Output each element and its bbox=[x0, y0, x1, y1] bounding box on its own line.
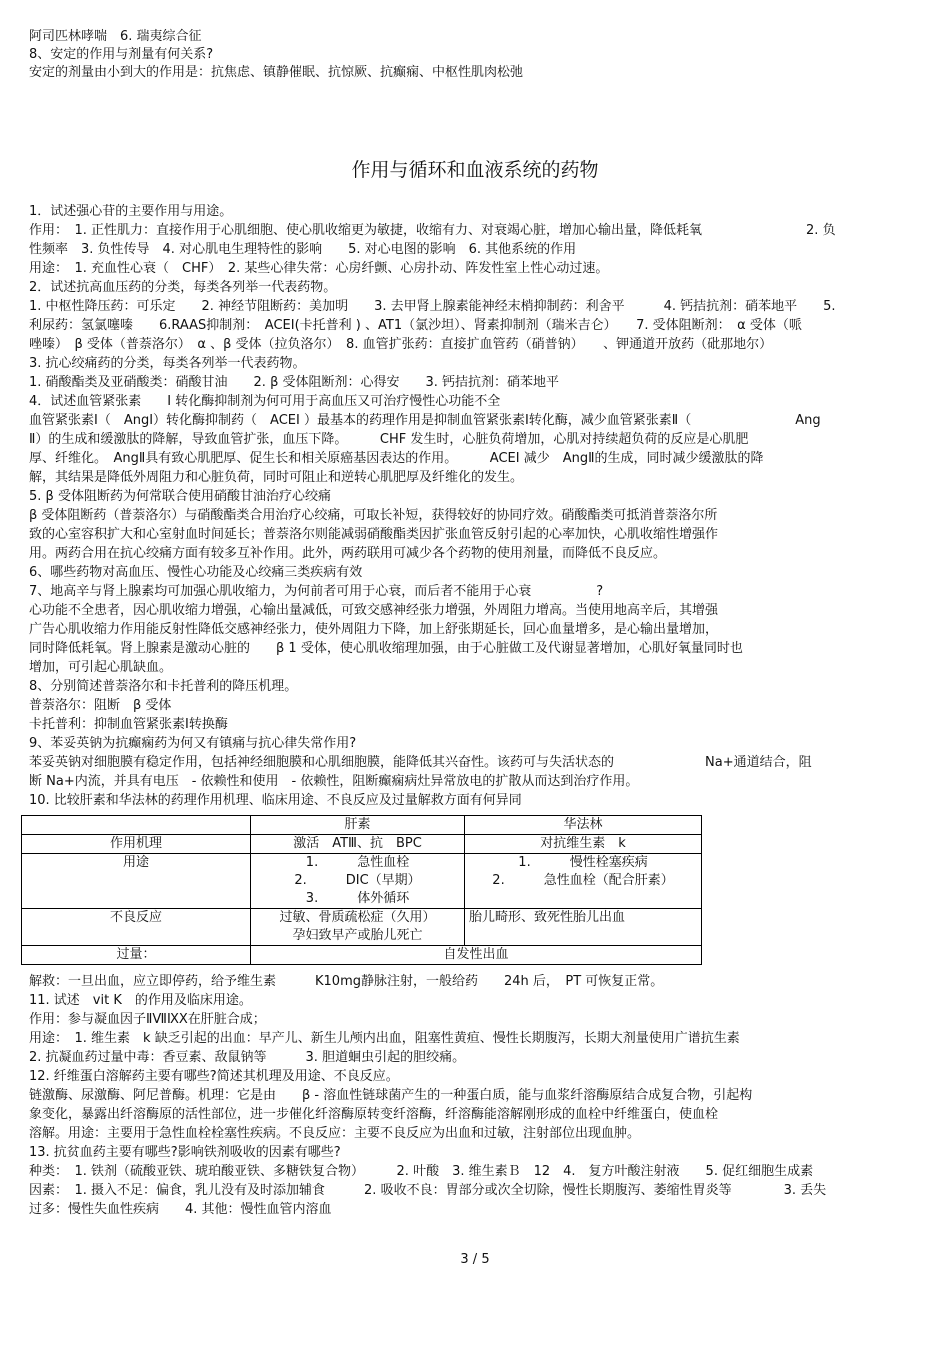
text-line: 象变化，暴露出纤溶酶原的活性部位，进一步催化纤溶酶原转变纤溶酶，纤溶酶能溶解刚形成的血栓中纤维蛋白，使血栓 bbox=[29, 1107, 719, 1122]
table-cell: 不良反应 bbox=[22, 909, 251, 946]
text-line: 13. 抗贫血药主要有哪些?影响铁剂吸收的因素有哪些? bbox=[29, 1145, 341, 1160]
text-line: 阿司匹林哮喘 6. 瑞夷综合征 bbox=[29, 29, 202, 44]
text-line: β 受体阻断药（普萘洛尔）与硝酸酯类合用治疗心绞痛，可取长补短，获得较好的协同疗效。硝酸酯类可抵消普萘洛尔所 bbox=[29, 508, 718, 523]
text-line: Ⅱ）的生成和缓激肽的降解，导致血管扩张，血压下降。 CHF 发生时，心脏负荷增加，心肌对持续超负荷的反应是心肌肥 bbox=[29, 432, 749, 447]
list-item: 2. DIC（早期） bbox=[294, 873, 421, 888]
text-line: 5. β 受体阻断药为何常联合使用硝酸甘油治疗心绞痛 bbox=[29, 489, 331, 504]
text-line: 安定的剂量由小到大的作用是：抗焦虑、镇静催眠、抗惊厥、抗癫痫、中枢性肌肉松弛 bbox=[29, 65, 524, 80]
list-item: 孕妇致早产或胎儿死亡 bbox=[292, 928, 423, 943]
text-line: 心功能不全患者，因心肌收缩力增强，心输出量减低，可致交感神经张力增强，外周阻力增高。当使用地高辛后，其增强 bbox=[29, 603, 719, 618]
table-cell: 肝素 bbox=[251, 816, 465, 835]
text-line: 1. 中枢性降压药：可乐定 2. 神经节阻断药：美加明 3. 去甲肾上腺素能神经末梢抑制药：利舍平 4. 钙拮抗剂：硝苯地平 5. bbox=[29, 299, 836, 314]
text-line: 苯妥英钠对细胞膜有稳定作用，包括神经细胞膜和心肌细胞膜，能降低其兴奋性。该药可与失活状态的 Na+通道结合，阻 bbox=[29, 755, 812, 770]
text-line: 解救：一旦出血，应立即停药，给予维生素 K10mg静脉注射，一般给药 24h 后， PT 可恢复正常。 bbox=[29, 974, 664, 989]
text-line: 8、安定的作用与剂量有何关系? bbox=[29, 47, 214, 62]
list-item: 1. 慢性栓塞疾病 bbox=[518, 855, 648, 870]
text-line: 种类： 1. 铁剂（硫酸亚铁、琥珀酸亚铁、多糖铁复合物） 2. 叶酸 3. 维生素Ｂ 12 4. 复方叶酸注射液 5. 促红细胞生成素 bbox=[29, 1164, 814, 1179]
text-line: 8、分别简述普萘洛尔和卡托普利的降压机理。 bbox=[29, 679, 298, 694]
text-line: 血管紧张素Ⅰ（ AngⅠ）转化酶抑制药（ ACEI ）最基本的药理作用是抑制血管紧张素Ⅰ转化酶，减少血管紧张素Ⅱ（ Ang bbox=[29, 413, 821, 428]
text-line: 4．试述血管紧张素 Ⅰ 转化酶抑制剂为何可用于高血压又可治疗慢性心功能不全 bbox=[29, 394, 501, 409]
text-line: 2. 抗凝血药过量中毒：香豆素、敌鼠钠等 3. 胆道蛔虫引起的胆绞痛。 bbox=[29, 1050, 466, 1065]
table-cell: 作用机理 bbox=[22, 835, 251, 854]
table-row bbox=[22, 816, 702, 835]
text-line: 7、地高辛与肾上腺素均可加强心肌收缩力，为何前者可用于心衰，而后者不能用于心衰 ? bbox=[29, 584, 604, 599]
text-line: 1．试述强心苷的主要作用与用途。 bbox=[29, 204, 233, 219]
table-cell: 胎儿畸形、致死性胎儿出血 bbox=[465, 909, 702, 946]
text-line: 普萘洛尔：阻断 β 受体 bbox=[29, 698, 172, 713]
list-item: 2. 急性血栓（配合肝素） bbox=[492, 873, 674, 888]
page-number: 3 / 5 bbox=[460, 1252, 490, 1267]
table-cell bbox=[251, 909, 465, 946]
text-line: 同时降低耗氧。肾上腺素是激动心脏的 β 1 受体，使心肌收缩理加强，由于心脏做工及代谢显著增加，心肌好氧量同时也 bbox=[29, 641, 743, 656]
text-line: 用。两药合用在抗心绞痛方面有较多互补作用。此外，两药联用可减少各个药物的使用剂量，而降低不良反应。 bbox=[29, 546, 667, 561]
table-row bbox=[22, 835, 702, 854]
text-line: 2．试述抗高血压药的分类，每类各列举一代表药物。 bbox=[29, 280, 337, 295]
text-line: 解，其结果是降低外周阻力和心脏负荷，同时可阻止和逆转心肌肥厚及纤维化的发生。 bbox=[29, 470, 524, 485]
text-line: 利尿药：氢氯噻嗪 6.RAAS抑制剂： ACEI(卡托普利 ) 、AT1（氯沙坦）、肾素抑制剂（瑞米吉仑） 7. 受体阻断剂： α 受体（哌 bbox=[29, 318, 802, 333]
text-line: 唑嗪） β 受体（普萘洛尔） α 、β 受体（拉负洛尔） 8. 血管扩张药：直接扩血管药（硝普钠） 、钾通道开放药（砒那地尔） bbox=[29, 337, 773, 352]
text-line: 1. 硝酸酯类及亚硝酸类：硝酸甘油 2. β 受体阻断剂：心得安 3. 钙拮抗剂：硝苯地平 bbox=[29, 375, 560, 390]
text-line: 致的心室容积扩大和心室射血时间延长；普萘洛尔则能减弱硝酸酯类因扩张血管反射引起的心率加快，心肌收缩性增强作 bbox=[29, 527, 719, 542]
text-line: 断 Na+内流，并具有电压 - 依赖性和使用 - 依赖性，阻断癫痫病灶异常放电的扩散从而达到治疗作用。 bbox=[29, 774, 639, 789]
text-line: 溶解。用途：主要用于急性血栓栓塞性疾病。不良反应：主要不良反应为出血和过敏，注射部位出现血肿。 bbox=[29, 1126, 641, 1141]
table-cell: 用途 bbox=[22, 854, 251, 909]
table-row bbox=[22, 909, 702, 946]
comparison-table bbox=[21, 815, 702, 965]
text-line: 10. 比较肝素和华法林的药理作用机理、临床用途、不良反应及过量解救方面有何异同 bbox=[29, 793, 522, 808]
text-line: 用途： 1. 维生素 k 缺乏引起的出血：早产儿、新生儿颅内出血，阻塞性黄疸、慢性长期腹泻，长期大剂量使用广谱抗生素 bbox=[29, 1031, 740, 1046]
table-cell bbox=[22, 816, 251, 835]
text-line: 厚、纤维化。 AngⅡ具有致心肌肥厚、促生长和相关原癌基因表达的作用。 ACEI 减少 AngⅡ的生成，同时减少缓激肽的降 bbox=[29, 451, 764, 466]
table-cell: 过量： bbox=[22, 946, 251, 965]
list-item: 3. 体外循环 bbox=[305, 891, 410, 906]
text-line: 广告心肌收缩力作用能反射性降低交感神经张力，使外周阻力下降，加上舒张期延长，回心血量增多，是心输出量增加， bbox=[29, 622, 719, 637]
text-line: 11. 试述 vit K 的作用及临床用途。 bbox=[29, 993, 252, 1008]
text-line: 12. 纤维蛋白溶解药主要有哪些?简述其机理及用途、不良反应。 bbox=[29, 1069, 399, 1084]
text-line: 作用： 1. 正性肌力：直接作用于心肌细胞、使心肌收缩更为敏捷，收缩有力、对衰竭心脏，增加心输出量，降低耗氧 2. 负 bbox=[29, 223, 836, 238]
list-item: 1. 急性血栓 bbox=[305, 855, 410, 870]
text-line: 9、苯妥英钠为抗癫痫药为何又有镇痛与抗心律失常作用? bbox=[29, 736, 357, 751]
text-line: 卡托普利：抑制血管紧张素Ⅰ转换酶 bbox=[29, 717, 228, 732]
text-line: 3. 抗心绞痛药的分类，每类各列举一代表药物。 bbox=[29, 356, 306, 371]
table-cell bbox=[465, 854, 702, 909]
text-line: 因素： 1. 摄入不足：偏食，乳儿没有及时添加辅食 2. 吸收不良：胃部分或次全切除，慢性长期腹泻、萎缩性胃炎等 3. 丢失 bbox=[29, 1183, 827, 1198]
table-row bbox=[22, 946, 702, 965]
text-line: 链激酶、尿激酶、阿尼普酶。机理：它是由 β - 溶血性链球菌产生的一种蛋白质，能与血浆纤溶酶原结合成复合物，引起构 bbox=[29, 1088, 753, 1103]
table-cell: 华法林 bbox=[465, 816, 702, 835]
section-title: 作用与循环和血液系统的药物 bbox=[351, 159, 599, 181]
text-line: 用途： 1. 充血性心衰（ CHF） 2. 某些心律失常：心房纤颤、心房扑动、阵发性室上性心动过速。 bbox=[29, 261, 609, 276]
text-line: 过多：慢性失血性疾病 4. 其他：慢性血管内溶血 bbox=[29, 1202, 332, 1217]
table-row bbox=[22, 854, 702, 909]
text-line: 增加，可引起心肌缺血。 bbox=[29, 660, 173, 675]
list-item: 过敏、骨质疏松症（久用） bbox=[279, 910, 436, 925]
text-line: 作用：参与凝血因子ⅡⅦⅨⅩ在肝脏合成； bbox=[29, 1012, 266, 1027]
table-cell: 激活 ATⅢ、抗 BPC bbox=[251, 835, 465, 854]
table-cell bbox=[251, 854, 465, 909]
table-cell: 对抗维生素 k bbox=[465, 835, 702, 854]
table-cell: 自发性出血 bbox=[251, 946, 702, 965]
text-line: 6、哪些药物对高血压、慢性心功能及心绞痛三类疾病有效 bbox=[29, 565, 363, 580]
text-line: 性频率 3. 负性传导 4. 对心肌电生理特性的影响 5. 对心电图的影响 6. 其他系统的作用 bbox=[29, 242, 577, 257]
